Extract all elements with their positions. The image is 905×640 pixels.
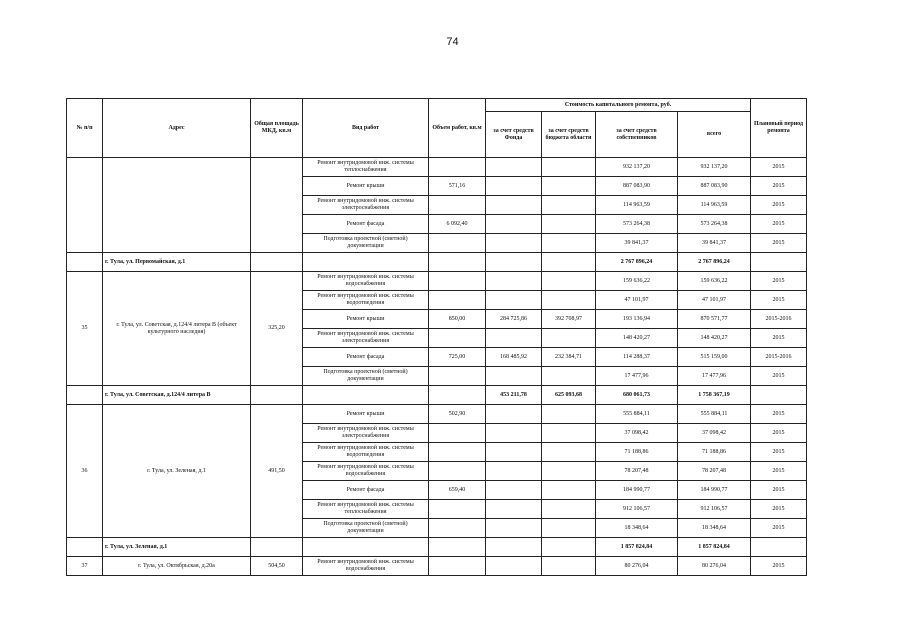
header-owners: за счет средств собственников xyxy=(596,112,678,158)
work-type-cell: Ремонт фасада xyxy=(303,481,429,500)
header-address: Адрес xyxy=(103,99,251,158)
volume-cell xyxy=(429,386,486,405)
total-cell: 159 636,22 xyxy=(678,272,751,291)
work-type-cell: Ремонт внутридомовой инж. системы теплоснабжения xyxy=(303,500,429,519)
owners-cell: 78 207,48 xyxy=(596,462,678,481)
work-type-cell xyxy=(303,386,429,405)
repair-cost-table xyxy=(66,98,807,576)
period-cell: 2015-2016 xyxy=(751,310,807,329)
total-label: г. Тула, ул. Зеленая, д.1 xyxy=(103,538,251,557)
fund-cell xyxy=(486,329,542,348)
budget-cell xyxy=(542,177,596,196)
row-number: 36 xyxy=(67,405,103,538)
owners-cell: 47 101,97 xyxy=(596,291,678,310)
budget-cell xyxy=(542,443,596,462)
total-cell: 80 276,04 xyxy=(678,557,751,576)
work-type-cell: Подготовка проектной (сметной) документации xyxy=(303,519,429,538)
table-header xyxy=(67,99,807,158)
period-cell: 2015 xyxy=(751,500,807,519)
owners-cell: 18 348,64 xyxy=(596,519,678,538)
budget-cell xyxy=(542,272,596,291)
work-type-cell: Ремонт внутридомовой инж. системы электроснабжения xyxy=(303,424,429,443)
owners-cell: 39 841,37 xyxy=(596,234,678,253)
work-type-cell: Ремонт крыши xyxy=(303,405,429,424)
volume-cell xyxy=(429,367,486,386)
fund-cell xyxy=(486,234,542,253)
owners-cell: 148 420,27 xyxy=(596,329,678,348)
budget-cell xyxy=(542,481,596,500)
total-cell: 18 348,64 xyxy=(678,519,751,538)
total-cell: 17 477,96 xyxy=(678,367,751,386)
period-cell: 2015 xyxy=(751,329,807,348)
fund-cell xyxy=(486,272,542,291)
area-cell xyxy=(251,158,303,253)
budget-cell xyxy=(542,424,596,443)
work-type-cell: Ремонт крыши xyxy=(303,177,429,196)
header-num: № п/п xyxy=(67,99,103,158)
fund-cell: 453 211,78 xyxy=(486,386,542,405)
period-cell: 2015 xyxy=(751,557,807,576)
fund-cell xyxy=(486,215,542,234)
work-type-cell: Ремонт фасада xyxy=(303,348,429,367)
fund-cell xyxy=(486,253,542,272)
fund-cell xyxy=(486,538,542,557)
budget-cell: 232 384,71 xyxy=(542,348,596,367)
owners-cell: 159 636,22 xyxy=(596,272,678,291)
period-cell: 2015 xyxy=(751,234,807,253)
owners-cell: 887 083,90 xyxy=(596,177,678,196)
volume-cell: 850,00 xyxy=(429,310,486,329)
volume-cell xyxy=(429,158,486,177)
volume-cell xyxy=(429,196,486,215)
volume-cell xyxy=(429,272,486,291)
period-cell: 2015 xyxy=(751,481,807,500)
owners-cell: 193 136,94 xyxy=(596,310,678,329)
owners-cell: 17 477,96 xyxy=(596,367,678,386)
area-cell xyxy=(251,538,303,557)
header-cost-group: Стоимость капитального ремонта, руб. xyxy=(486,99,751,112)
budget-cell xyxy=(542,557,596,576)
owners-cell: 184 990,77 xyxy=(596,481,678,500)
row-number xyxy=(67,158,103,253)
total-row xyxy=(67,386,807,405)
work-type-cell: Ремонт фасада xyxy=(303,215,429,234)
total-cell: 887 083,90 xyxy=(678,177,751,196)
total-cell: 1 758 367,19 xyxy=(678,386,751,405)
owners-cell: 1 857 824,84 xyxy=(596,538,678,557)
work-type-cell: Ремонт внутридомовой инж. системы водоотведения xyxy=(303,443,429,462)
total-cell: 912 106,57 xyxy=(678,500,751,519)
total-cell: 37 098,42 xyxy=(678,424,751,443)
fund-cell xyxy=(486,367,542,386)
volume-cell xyxy=(429,253,486,272)
volume-cell: 502,90 xyxy=(429,405,486,424)
budget-cell: 625 093,68 xyxy=(542,386,596,405)
area-cell: 491,50 xyxy=(251,405,303,538)
budget-cell xyxy=(542,462,596,481)
work-type-cell: Ремонт крыши xyxy=(303,310,429,329)
header-total: всего xyxy=(678,112,751,158)
budget-cell xyxy=(542,253,596,272)
total-cell: 78 207,48 xyxy=(678,462,751,481)
fund-cell xyxy=(486,196,542,215)
budget-cell xyxy=(542,500,596,519)
row-number xyxy=(67,538,103,557)
budget-cell xyxy=(542,291,596,310)
work-type-cell: Ремонт внутридомовой инж. системы теплоснабжения xyxy=(303,158,429,177)
work-type-cell: Ремонт внутридомовой инж. системы электроснабжения xyxy=(303,196,429,215)
table-body xyxy=(67,158,807,576)
total-cell: 114 963,59 xyxy=(678,196,751,215)
owners-cell: 114 963,59 xyxy=(596,196,678,215)
fund-cell xyxy=(486,557,542,576)
area-cell xyxy=(251,253,303,272)
period-cell xyxy=(751,253,807,272)
volume-cell xyxy=(429,424,486,443)
budget-cell xyxy=(542,196,596,215)
work-type-cell: Ремонт внутридомовой инж. системы водоотведения xyxy=(303,291,429,310)
fund-cell xyxy=(486,405,542,424)
row-number: 35 xyxy=(67,272,103,386)
area-cell: 325,20 xyxy=(251,272,303,386)
total-cell: 2 767 896,24 xyxy=(678,253,751,272)
header-volume: Объем работ, кв.м xyxy=(429,99,486,158)
budget-cell xyxy=(542,538,596,557)
volume-cell xyxy=(429,500,486,519)
budget-cell xyxy=(542,329,596,348)
owners-cell: 573 264,38 xyxy=(596,215,678,234)
address-cell: г. Тула, ул. Зеленая, д.1 xyxy=(103,405,251,538)
total-cell: 47 101,97 xyxy=(678,291,751,310)
total-cell: 932 137,20 xyxy=(678,158,751,177)
work-type-cell xyxy=(303,538,429,557)
budget-cell xyxy=(542,215,596,234)
row-number xyxy=(67,386,103,405)
address-cell: г. Тула, ул. Октябрьская, д.20а xyxy=(103,557,251,576)
work-type-cell: Подготовка проектной (сметной) документации xyxy=(303,367,429,386)
owners-cell: 80 276,04 xyxy=(596,557,678,576)
period-cell: 2015 xyxy=(751,462,807,481)
total-cell: 39 841,37 xyxy=(678,234,751,253)
fund-cell: 168 485,92 xyxy=(486,348,542,367)
volume-cell xyxy=(429,443,486,462)
work-type-cell xyxy=(303,253,429,272)
volume-cell: 571,16 xyxy=(429,177,486,196)
period-cell: 2015 xyxy=(751,519,807,538)
period-cell: 2015 xyxy=(751,158,807,177)
fund-cell xyxy=(486,158,542,177)
volume-cell xyxy=(429,538,486,557)
total-cell: 148 420,27 xyxy=(678,329,751,348)
area-cell xyxy=(251,386,303,405)
budget-cell xyxy=(542,367,596,386)
volume-cell xyxy=(429,329,486,348)
fund-cell xyxy=(486,519,542,538)
period-cell: 2015 xyxy=(751,177,807,196)
period-cell: 2015 xyxy=(751,196,807,215)
volume-cell xyxy=(429,557,486,576)
owners-cell: 114 288,37 xyxy=(596,348,678,367)
budget-cell xyxy=(542,519,596,538)
budget-cell xyxy=(542,234,596,253)
owners-cell: 71 188,86 xyxy=(596,443,678,462)
total-cell: 870 571,77 xyxy=(678,310,751,329)
period-cell: 2015 xyxy=(751,367,807,386)
table-row xyxy=(67,557,807,576)
total-cell: 1 857 824,84 xyxy=(678,538,751,557)
volume-cell xyxy=(429,291,486,310)
total-row xyxy=(67,253,807,272)
fund-cell xyxy=(486,462,542,481)
budget-cell xyxy=(542,158,596,177)
work-type-cell: Подготовка проектной (сметной) документации xyxy=(303,234,429,253)
period-cell: 2015 xyxy=(751,215,807,234)
work-type-cell: Ремонт внутридомовой инж. системы электроснабжения xyxy=(303,329,429,348)
period-cell: 2015 xyxy=(751,405,807,424)
fund-cell xyxy=(486,481,542,500)
owners-cell: 2 767 896,24 xyxy=(596,253,678,272)
period-cell xyxy=(751,386,807,405)
owners-cell: 932 137,20 xyxy=(596,158,678,177)
budget-cell: 392 708,97 xyxy=(542,310,596,329)
owners-cell: 37 098,42 xyxy=(596,424,678,443)
fund-cell xyxy=(486,443,542,462)
volume-cell: 725,00 xyxy=(429,348,486,367)
volume-cell xyxy=(429,234,486,253)
address-cell: г. Тула, ул. Советская, д.124/4 литера В (объект культурного наследия) xyxy=(103,272,251,386)
total-cell: 573 264,38 xyxy=(678,215,751,234)
fund-cell xyxy=(486,424,542,443)
period-cell xyxy=(751,538,807,557)
work-type-cell: Ремонт внутридомовой инж. системы водоснабжения xyxy=(303,557,429,576)
table-row xyxy=(67,158,807,177)
row-number xyxy=(67,253,103,272)
area-cell: 504,50 xyxy=(251,557,303,576)
volume-cell xyxy=(429,462,486,481)
fund-cell xyxy=(486,291,542,310)
header-budget: за счет средств бюджета области xyxy=(542,112,596,158)
total-label: г. Тула, ул. Первомайская, д.1 xyxy=(103,253,251,272)
period-cell: 2015-2016 xyxy=(751,348,807,367)
row-number: 37 xyxy=(67,557,103,576)
header-area: Общая площадь МКД, кв.м xyxy=(251,99,303,158)
period-cell: 2015 xyxy=(751,443,807,462)
page-number: 74 xyxy=(446,36,459,48)
volume-cell: 6 092,40 xyxy=(429,215,486,234)
fund-cell xyxy=(486,177,542,196)
work-type-cell: Ремонт внутридомовой инж. системы водоснабжения xyxy=(303,462,429,481)
volume-cell xyxy=(429,519,486,538)
total-cell: 184 990,77 xyxy=(678,481,751,500)
period-cell: 2015 xyxy=(751,424,807,443)
total-label: г. Тула, ул. Советская, д.124/4 литера В xyxy=(103,386,251,405)
budget-cell xyxy=(542,405,596,424)
total-cell: 555 884,11 xyxy=(678,405,751,424)
total-row xyxy=(67,538,807,557)
header-fund: за счет средств Фонда xyxy=(486,112,542,158)
address-cell xyxy=(103,158,251,253)
table-row xyxy=(67,405,807,424)
owners-cell: 680 061,73 xyxy=(596,386,678,405)
period-cell: 2015 xyxy=(751,291,807,310)
header-work-type: Вид работ xyxy=(303,99,429,158)
fund-cell xyxy=(486,500,542,519)
volume-cell: 659,40 xyxy=(429,481,486,500)
total-cell: 71 188,86 xyxy=(678,443,751,462)
table-row xyxy=(67,272,807,291)
work-type-cell: Ремонт внутридомовой инж. системы водоснабжения xyxy=(303,272,429,291)
owners-cell: 555 884,11 xyxy=(596,405,678,424)
period-cell: 2015 xyxy=(751,272,807,291)
total-cell: 515 159,00 xyxy=(678,348,751,367)
header-period: Плановый период ремонта xyxy=(751,99,807,158)
owners-cell: 912 106,57 xyxy=(596,500,678,519)
fund-cell: 284 725,86 xyxy=(486,310,542,329)
